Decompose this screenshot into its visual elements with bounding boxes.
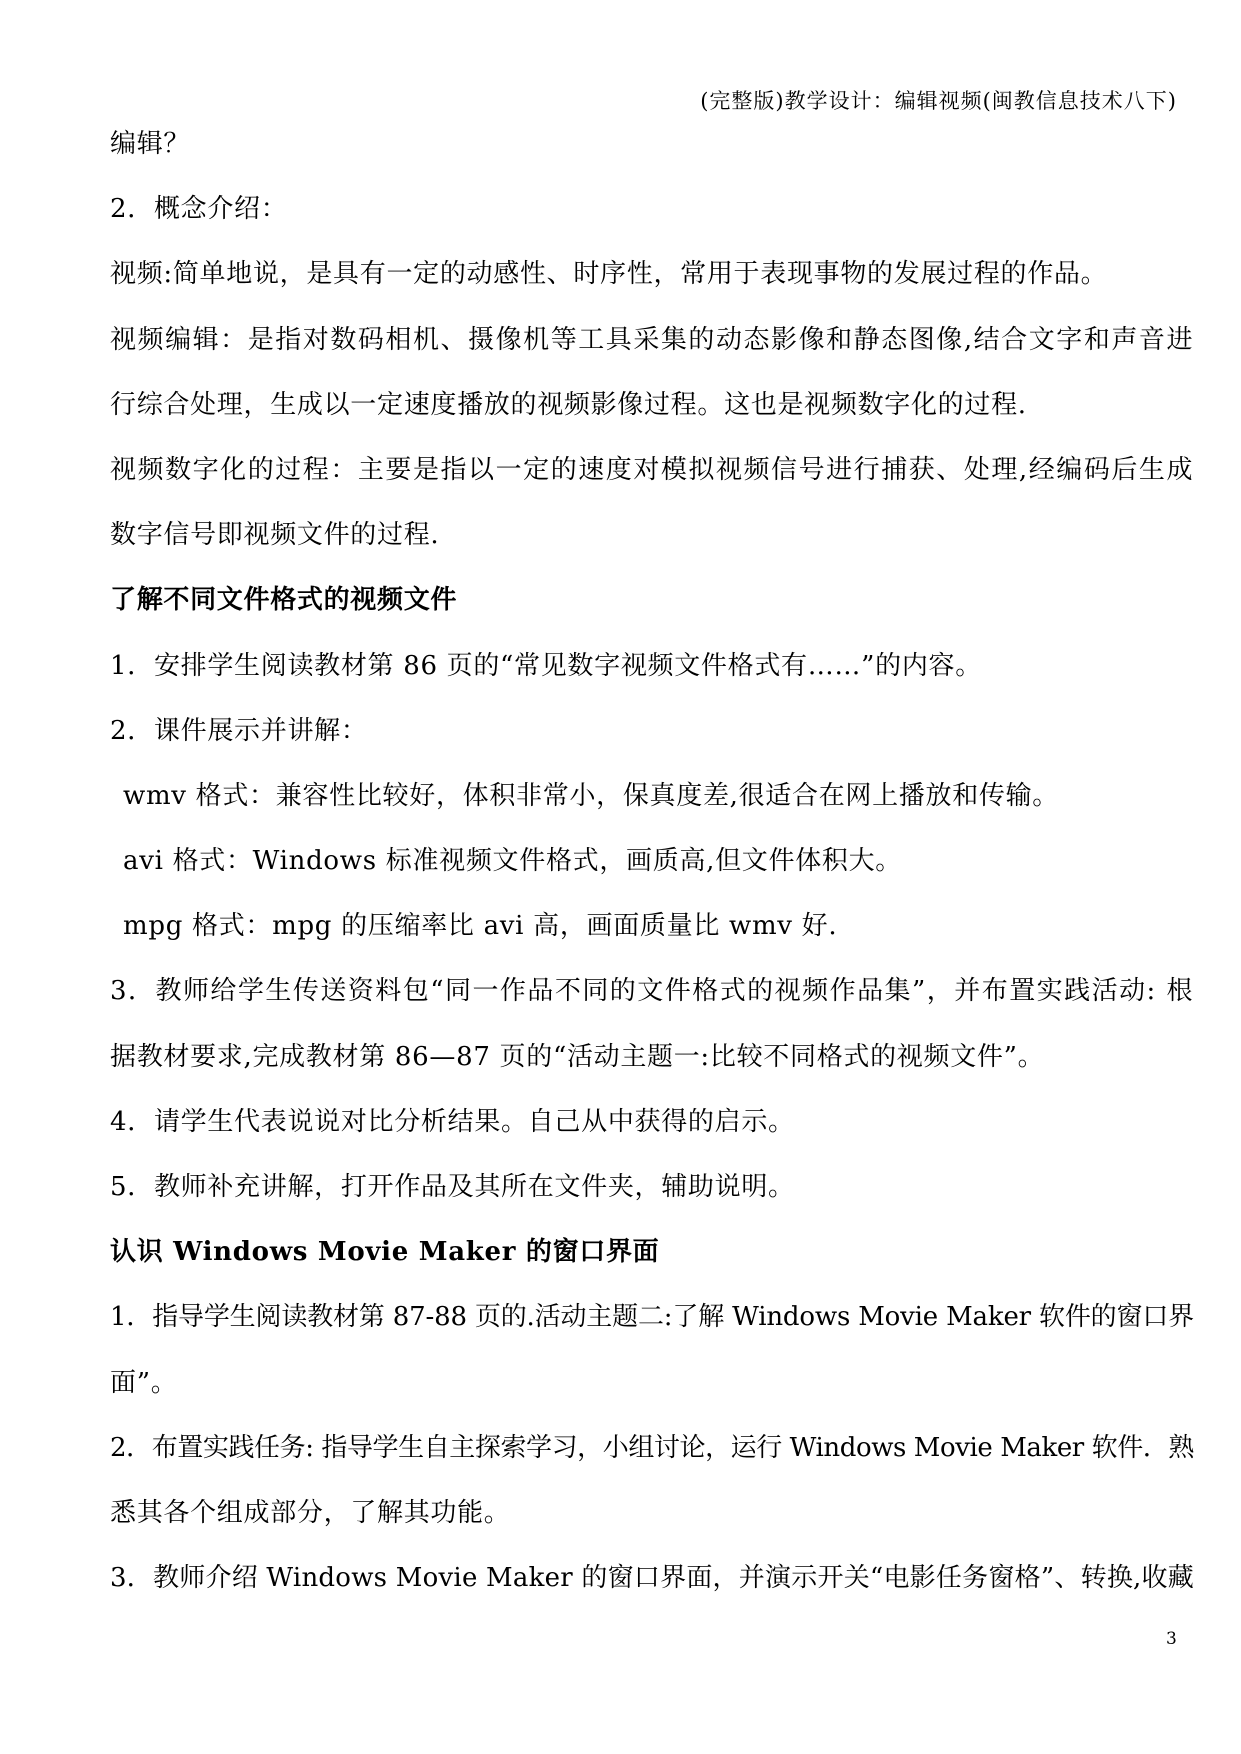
list-item: 3．教师介绍 Windows Movie Maker 的窗口界面，并演示开关“电影任务窗格”、转换,收藏 (110, 1563, 1194, 1594)
list-item-continuation: 面”。 (110, 1367, 178, 1398)
list-item: 4．请学生代表说说对比分析结果。自己从中获得的启示。 (110, 1106, 795, 1137)
list-item: 2．课件展示并讲解： (110, 715, 368, 746)
list-item: 5．教师补充讲解，打开作品及其所在文件夹，辅助说明。 (110, 1172, 795, 1202)
digitization-definition-line: 视频数字化的过程：主要是指以一定的速度对模拟视频信号进行捕获、处理,经编码后生成 (110, 454, 1194, 485)
list-item: 2．布置实践任务: 指导学生自主探索学习，小组讨论，运行 Windows Movie Maker 软件．熟 (110, 1432, 1194, 1463)
editing-definition-line: 视频编辑：是指对数码相机、摄像机等工具采集的动态影像和静态图像,结合文字和声音进 (110, 324, 1194, 355)
section-heading: 了解不同文件格式的视频文件 (110, 585, 458, 616)
running-header: (完整版)教学设计：编辑视频(闽教信息技术八下) (700, 89, 1177, 113)
digitization-definition-line: 数字信号即视频文件的过程. (110, 520, 440, 551)
list-item: 3．教师给学生传送资料包“同一作品不同的文件格式的视频作品集”，并布置实践活动: 根 (110, 976, 1194, 1007)
video-definition: 视频:简单地说，是具有一定的动感性、时序性，常用于表现事物的发展过程的作品。 (110, 259, 1108, 290)
editing-definition-line: 行综合处理，生成以一定速度播放的视频影像过程。这也是视频数字化的过程. (110, 389, 1027, 420)
format-description: avi 格式：Windows 标准视频文件格式，画质高,但文件体积大。 (123, 846, 902, 877)
section-heading: 认识 Windows Movie Maker 的窗口界面 (110, 1237, 660, 1268)
list-item-continuation: 据教材要求,完成教材第 86—87 页的“活动主题一:比较不同格式的视频文件”。 (110, 1041, 1045, 1072)
list-item: 1．指导学生阅读教材第 87-88 页的.活动主题二:了解 Windows Movie Maker 软件的窗口界 (110, 1302, 1194, 1333)
page-number: 3 (1166, 1629, 1177, 1649)
list-item-continuation: 悉其各个组成部分，了解其功能。 (110, 1497, 511, 1528)
list-item: 1．安排学生阅读教材第 86 页的“常见数字视频文件格式有……”的内容。 (110, 650, 982, 681)
format-description: wmv 格式：兼容性比较好，体积非常小，保真度差,很适合在网上播放和传输。 (123, 780, 1060, 811)
format-description: mpg 格式：mpg 的压缩率比 avi 高，画面质量比 wmv 好. (123, 911, 838, 942)
text-line: 编辑？ (110, 129, 191, 159)
concept-intro-line: 2．概念介绍： (110, 194, 288, 225)
body-text (110, 112, 1194, 1611)
